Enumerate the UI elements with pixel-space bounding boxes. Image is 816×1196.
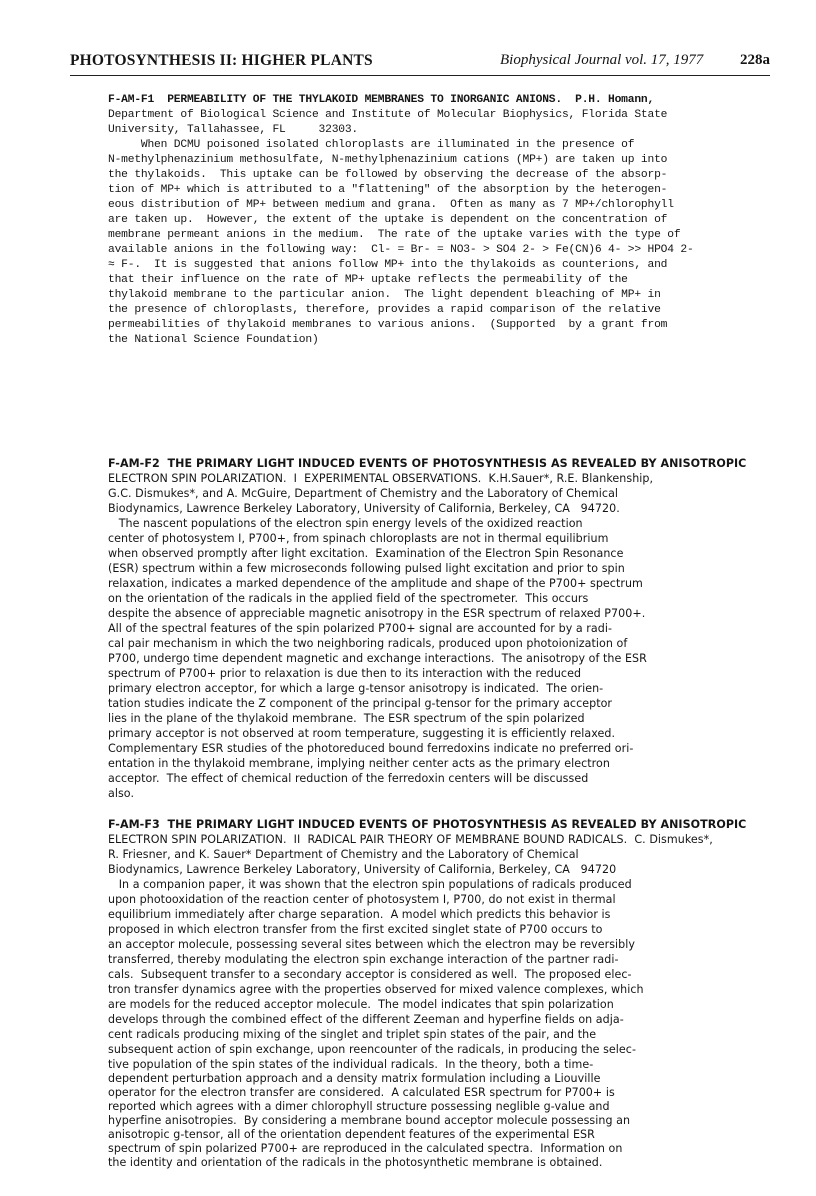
abstract-text-line: are taken up. However, the extent of the uptake is dependent on the concentration of: [108, 214, 668, 226]
abstract-text-line: spectrum of spin polarized P700+ are reproduced in the calculated spectra. Information on: [108, 1142, 623, 1155]
abstract-text-line: primary acceptor is not observed at room temperature, suggesting it is efficiently relaxed.: [108, 727, 616, 740]
abstract-text-line: when observed promptly after light excitation. Examination of the Electron Spin Resonance: [108, 547, 624, 560]
abstract-text-line: (ESR) spectrum within a few microseconds following pulsed light excitation and prior to spin: [108, 562, 625, 575]
abstract-text-line: tron transfer dynamics agree with the properties observed for mixed valence complexes, which: [108, 983, 644, 996]
page-number: 228a: [740, 52, 770, 68]
abstract-text-line: Department of Biological Science and Institute of Molecular Biophysics, Florida State: [108, 109, 668, 121]
abstract-text-line: permeabilities of thylakoid membranes to various anions. (Supported by a grant from: [108, 319, 668, 331]
abstract-text-line: operator for the electron transfer are considered. A calculated ESR spectrum for P700+ is: [108, 1086, 615, 1099]
abstract-text-line: primary electron acceptor, for which a large g-tensor anisotropy is indicated. The orien-: [108, 682, 604, 695]
abstract-text-line: on the orientation of the radicals in the applied field of the spectrometer. This occurs: [108, 592, 589, 605]
abstract-f-am-f2: [108, 456, 747, 801]
abstract-text-line: cals. Subsequent transfer to a secondary acceptor is considered as well. The proposed elec-: [108, 968, 632, 981]
abstract-text-line: All of the spectral features of the spin polarized P700+ signal are accounted for by a radi-: [108, 622, 613, 635]
abstract-text-line: entation in the thylakoid membrane, implying neither center acts as the primary electron: [108, 757, 610, 770]
abstract-text-line: hyperfine anisotropies. By considering a membrane bound acceptor molecule possessing an: [108, 1114, 631, 1127]
abstract-text-line: tive population of the spin states of the individual radicals. In the theory, both a time-: [108, 1058, 594, 1071]
abstract-text-line: upon photooxidation of the reaction center of photosystem I, P700, do not exist in thermal: [108, 893, 616, 906]
abstract-text-line: tion of MP+ which is attributed to a "flattening" of the absorption by the heterogen-: [108, 184, 668, 196]
abstract-text-line: proposed in which electron transfer from the first excited singlet state of P700 occurs to: [108, 923, 603, 936]
abstract-title-line: F-AM-F3 THE PRIMARY LIGHT INDUCED EVENTS OF PHOTOSYNTHESIS AS REVEALED BY ANISOTROPIC: [108, 818, 747, 831]
abstract-text-line: ELECTRON SPIN POLARIZATION. II RADICAL PAIR THEORY OF MEMBRANE BOUND RADICALS. C. Dismukes*,: [108, 833, 713, 846]
abstract-text-line: acceptor. The effect of chemical reduction of the ferredoxin centers will be discussed: [108, 772, 589, 785]
abstract-text-line: the presence of chloroplasts, therefore, provides a rapid comparison of the relative: [108, 304, 661, 316]
abstract-text-line: relaxation, indicates a marked dependence of the amplitude and shape of the P700+ spectrum: [108, 577, 643, 590]
abstract-text-line: spectrum of P700+ prior to relaxation is due then to its interaction with the reduced: [108, 667, 582, 680]
section-title: PHOTOSYNTHESIS II: HIGHER PLANTS: [70, 52, 373, 69]
abstract-text-line: Biodynamics, Lawrence Berkeley Laboratory, University of California, Berkeley, CA 94720: [108, 863, 617, 876]
abstract-text-line: ELECTRON SPIN POLARIZATION. I EXPERIMENTAL OBSERVATIONS. K.H.Sauer*, R.E. Blankenship,: [108, 472, 654, 485]
abstract-f-am-f1: [108, 93, 738, 348]
abstract-text-line: transferred, thereby modulating the electron spin exchange interaction of the partner radi-: [108, 953, 619, 966]
abstract-text-line: equilibrium immediately after charge separation. A model which predicts this behavior is: [108, 908, 611, 921]
journal-citation: Biophysical Journal vol. 17, 1977: [500, 52, 704, 68]
abstract-text-line: an acceptor molecule, possessing several sites between which the electron may be reversibly: [108, 938, 636, 951]
running-header: [70, 52, 770, 76]
abstract-text-line: center of photosystem I, P700+, from spinach chloroplasts are not in thermal equilibrium: [108, 532, 609, 545]
abstract-title-line: F-AM-F2 THE PRIMARY LIGHT INDUCED EVENTS OF PHOTOSYNTHESIS AS REVEALED BY ANISOTROPIC: [108, 457, 747, 470]
abstract-text-line: thylakoid membrane to the particular anion. The light dependent bleaching of MP+ in: [108, 289, 661, 301]
abstract-text-line: are models for the reduced acceptor molecule. The model indicates that spin polarization: [108, 998, 614, 1011]
abstract-text-line: the identity and orientation of the radicals in the photosynthetic membrane is obtained.: [108, 1156, 603, 1169]
abstract-text-line: available anions in the following way: Cl- = Br- = NO3- > SO4 2- > Fe(CN)6 4- >> HPO4 2-: [108, 244, 694, 256]
abstract-text-line: cal pair mechanism in which the two neighboring radicals, produced upon photoionization of: [108, 637, 628, 650]
abstract-text-line: Biodynamics, Lawrence Berkeley Laboratory, University of California, Berkeley, CA 94720.: [108, 502, 620, 515]
abstract-text-line: despite the absence of appreciable magnetic anisotropy in the ESR spectrum of relaxed P700+.: [108, 607, 646, 620]
abstract-text-line: the thylakoids. This uptake can be followed by observing the decrease of the absorp-: [108, 169, 668, 181]
abstract-text-line: subsequent action of spin exchange, upon reencounter of the radicals, in producing the selec-: [108, 1043, 637, 1056]
abstract-text-line: N-methylphenazinium methosulfate, N-methylphenazinium cations (MP+) are taken up into: [108, 154, 668, 166]
abstract-text-line: dependent perturbation approach and a density matrix formulation including a Liouville: [108, 1072, 601, 1085]
abstract-text-line: tation studies indicate the Z component of the principal g-tensor for the primary acceptor: [108, 697, 613, 710]
abstract-text-line: anisotropic g-tensor, all of the orientation dependent features of the experimental ESR: [108, 1128, 595, 1141]
abstract-text-line: lies in the plane of the thylakoid membrane. The ESR spectrum of the spin polarized: [108, 712, 585, 725]
abstract-text-line: cent radicals producing mixing of the singlet and triplet spin states of the pair, and the: [108, 1028, 597, 1041]
abstract-text-line: G.C. Dismukes*, and A. McGuire, Department of Chemistry and the Laboratory of Chemical: [108, 487, 619, 500]
abstract-title-line: F-AM-F1 PERMEABILITY OF THE THYLAKOID MEMBRANES TO INORGANIC ANIONS. P.H. Homann,: [108, 94, 655, 106]
abstract-text-line: Complementary ESR studies of the photoreduced bound ferredoxins indicate no preferred ori-: [108, 742, 634, 755]
abstract-f-am-f3: [108, 817, 747, 1170]
abstract-text-line: P700, undergo time dependent magnetic and exchange interactions. The anisotropy of the ESR: [108, 652, 647, 665]
abstract-text-line: eous distribution of MP+ between medium and grana. Often as many as 7 MP+/chlorophyll: [108, 199, 674, 211]
abstract-text-line: When DCMU poisoned isolated chloroplasts are illuminated in the presence of: [108, 139, 635, 151]
abstract-text-line: the National Science Foundation): [108, 334, 319, 346]
abstract-text-line: develops through the combined effect of the different Zeeman and hyperfine fields on adja-: [108, 1013, 624, 1026]
abstract-text-line: ≈ F-. It is suggested that anions follow MP+ into the thylakoids as counterions, and: [108, 259, 668, 271]
abstract-text-line: R. Friesner, and K. Sauer* Department of Chemistry and the Laboratory of Chemical: [108, 848, 579, 861]
abstract-text-line: The nascent populations of the electron spin energy levels of the oxidized reaction: [108, 517, 583, 530]
abstract-text-line: reported which agrees with a dimer chlorophyll structure possessing neglible g-value and: [108, 1100, 610, 1113]
abstract-text-line: University, Tallahassee, FL 32303.: [108, 124, 359, 136]
abstract-text-line: In a companion paper, it was shown that the electron spin populations of radicals produced: [108, 878, 632, 891]
abstract-text-line: also.: [108, 787, 135, 800]
abstract-text-line: that their influence on the rate of MP+ uptake reflects the permeability of the: [108, 274, 628, 286]
header-rule: [70, 75, 770, 76]
abstract-text-line: membrane permeant anions in the medium. The rate of the uptake varies with the type of: [108, 229, 681, 241]
